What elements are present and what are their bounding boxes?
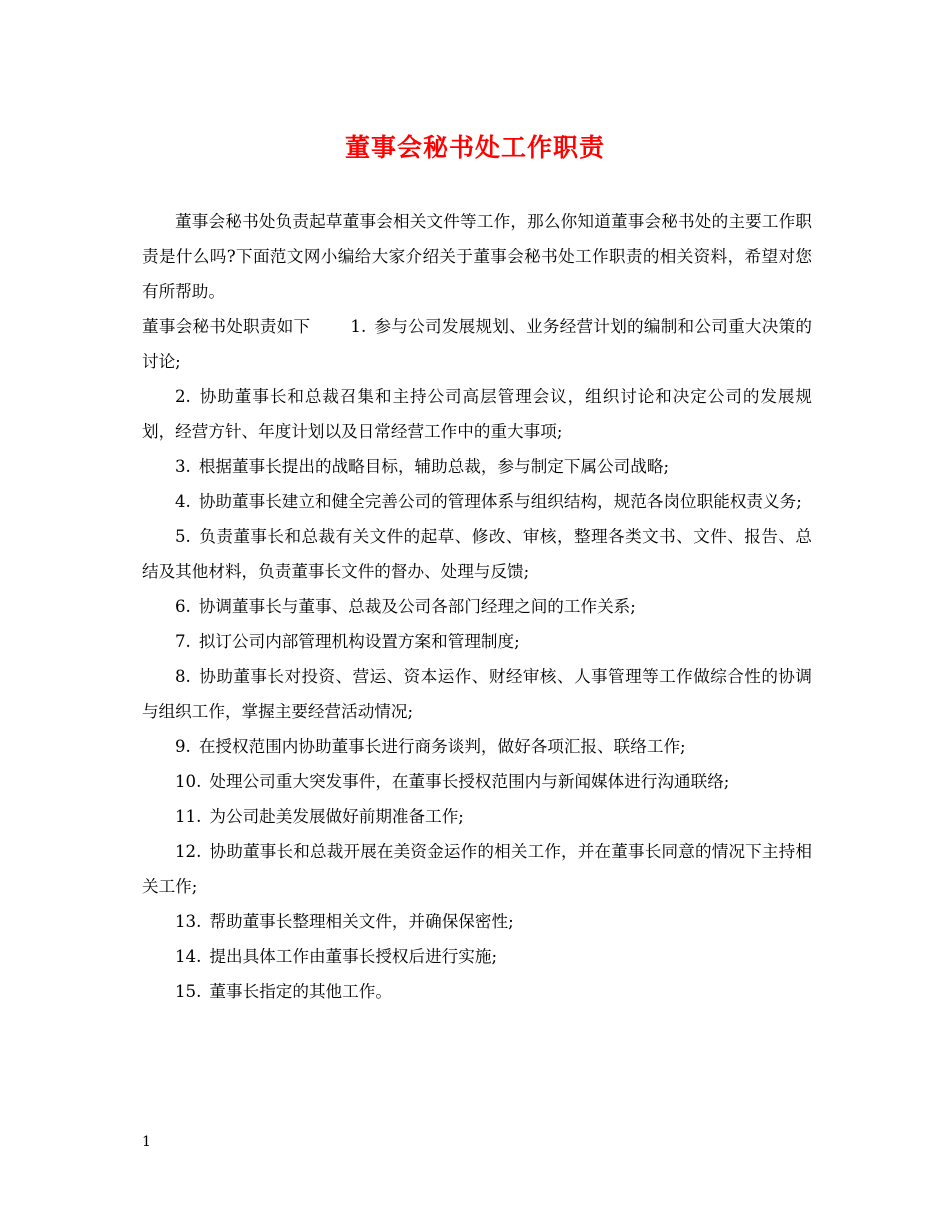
- item-text: 处理公司重大突发事件，在董事长授权范围内与新闻媒体进行沟通联络;: [209, 772, 730, 791]
- section-heading: 董事会秘书处职责如下: [142, 317, 311, 336]
- item-text: 协助董事长对投资、营运、资本运作、财经审核、人事管理等工作做综合性的协调与组织工作，掌握主要经营活动情况;: [142, 667, 812, 721]
- list-item: [142, 484, 812, 519]
- item-number: 5.: [175, 527, 191, 546]
- list-item: [142, 659, 812, 729]
- item-text: 为公司赴美发展做好前期准备工作;: [209, 807, 464, 826]
- item-text: 提出具体工作由董事长授权后进行实施;: [209, 947, 498, 966]
- list-item: [142, 834, 812, 904]
- list-item: [142, 519, 812, 589]
- item-number: 2.: [175, 387, 191, 406]
- item-number: 8.: [175, 667, 191, 686]
- item-text: 协助董事长建立和健全完善公司的管理体系与组织结构，规范各岗位职能权责义务;: [198, 492, 802, 511]
- item-text: 协助董事长和总裁召集和主持公司高层管理会议，组织讨论和决定公司的发展规划，经营方针、年度计划以及日常经营工作中的重大事项;: [142, 387, 812, 441]
- item-number: 13.: [175, 912, 202, 931]
- list-item: [142, 729, 812, 764]
- item-text: 帮助董事长整理相关文件，并确保保密性;: [209, 912, 514, 931]
- item-text: 拟订公司内部管理机构设置方案和管理制度;: [198, 632, 520, 651]
- item-text: 董事长指定的其他工作。: [209, 982, 392, 1001]
- item-number: 7.: [175, 632, 191, 651]
- page-number: 1: [142, 1134, 151, 1150]
- item-number: 3.: [175, 457, 191, 476]
- item-text: 协调董事长与董事、总裁及公司各部门经理之间的工作关系;: [198, 597, 636, 616]
- item-number: 10.: [175, 772, 202, 791]
- document-title: 董事会秘书处工作职责: [344, 133, 605, 162]
- item-text: 参与公司发展规划、业务经营计划的编制和公司重大决策的讨论;: [142, 317, 813, 371]
- item-number: 9.: [175, 737, 191, 756]
- list-item: [142, 449, 812, 484]
- list-item: [142, 904, 812, 939]
- item-number: 11.: [175, 807, 202, 826]
- list-item: [142, 589, 812, 624]
- list-item: [142, 764, 812, 799]
- item-text: 在授权范围内协助董事长进行商务谈判，做好各项汇报、联络工作;: [198, 737, 686, 756]
- item-number: 6.: [175, 597, 191, 616]
- list-item: [142, 624, 812, 659]
- list-item: [142, 799, 812, 834]
- intro-paragraph: 董事会秘书处负责起草董事会相关文件等工作，那么你知道董事会秘书处的主要工作职责是什么吗?下面范文网小编给大家介绍关于董事会秘书处工作职责的相关资料，希望对您有所帮助。: [142, 212, 812, 301]
- list-item: [142, 379, 812, 449]
- list-item: [142, 974, 812, 1009]
- item-text: 协助董事长和总裁开展在美资金运作的相关工作，并在董事长同意的情况下主持相关工作;: [142, 842, 812, 896]
- item-number: 12.: [175, 842, 202, 861]
- item-text: 负责董事长和总裁有关文件的起草、修改、审核，整理各类文书、文件、报告、总结及其他材料，负责董事长文件的督办、处理与反馈;: [142, 527, 812, 581]
- item-text: 根据董事长提出的战略目标，辅助总裁，参与制定下属公司战略;: [198, 457, 670, 476]
- item-number: 15.: [175, 982, 202, 1001]
- list-item: [142, 309, 812, 379]
- document-body: [142, 204, 812, 1009]
- list-item: [142, 939, 812, 974]
- item-number: 4.: [175, 492, 191, 511]
- item-number: 1.: [350, 317, 367, 336]
- item-number: 14.: [175, 947, 202, 966]
